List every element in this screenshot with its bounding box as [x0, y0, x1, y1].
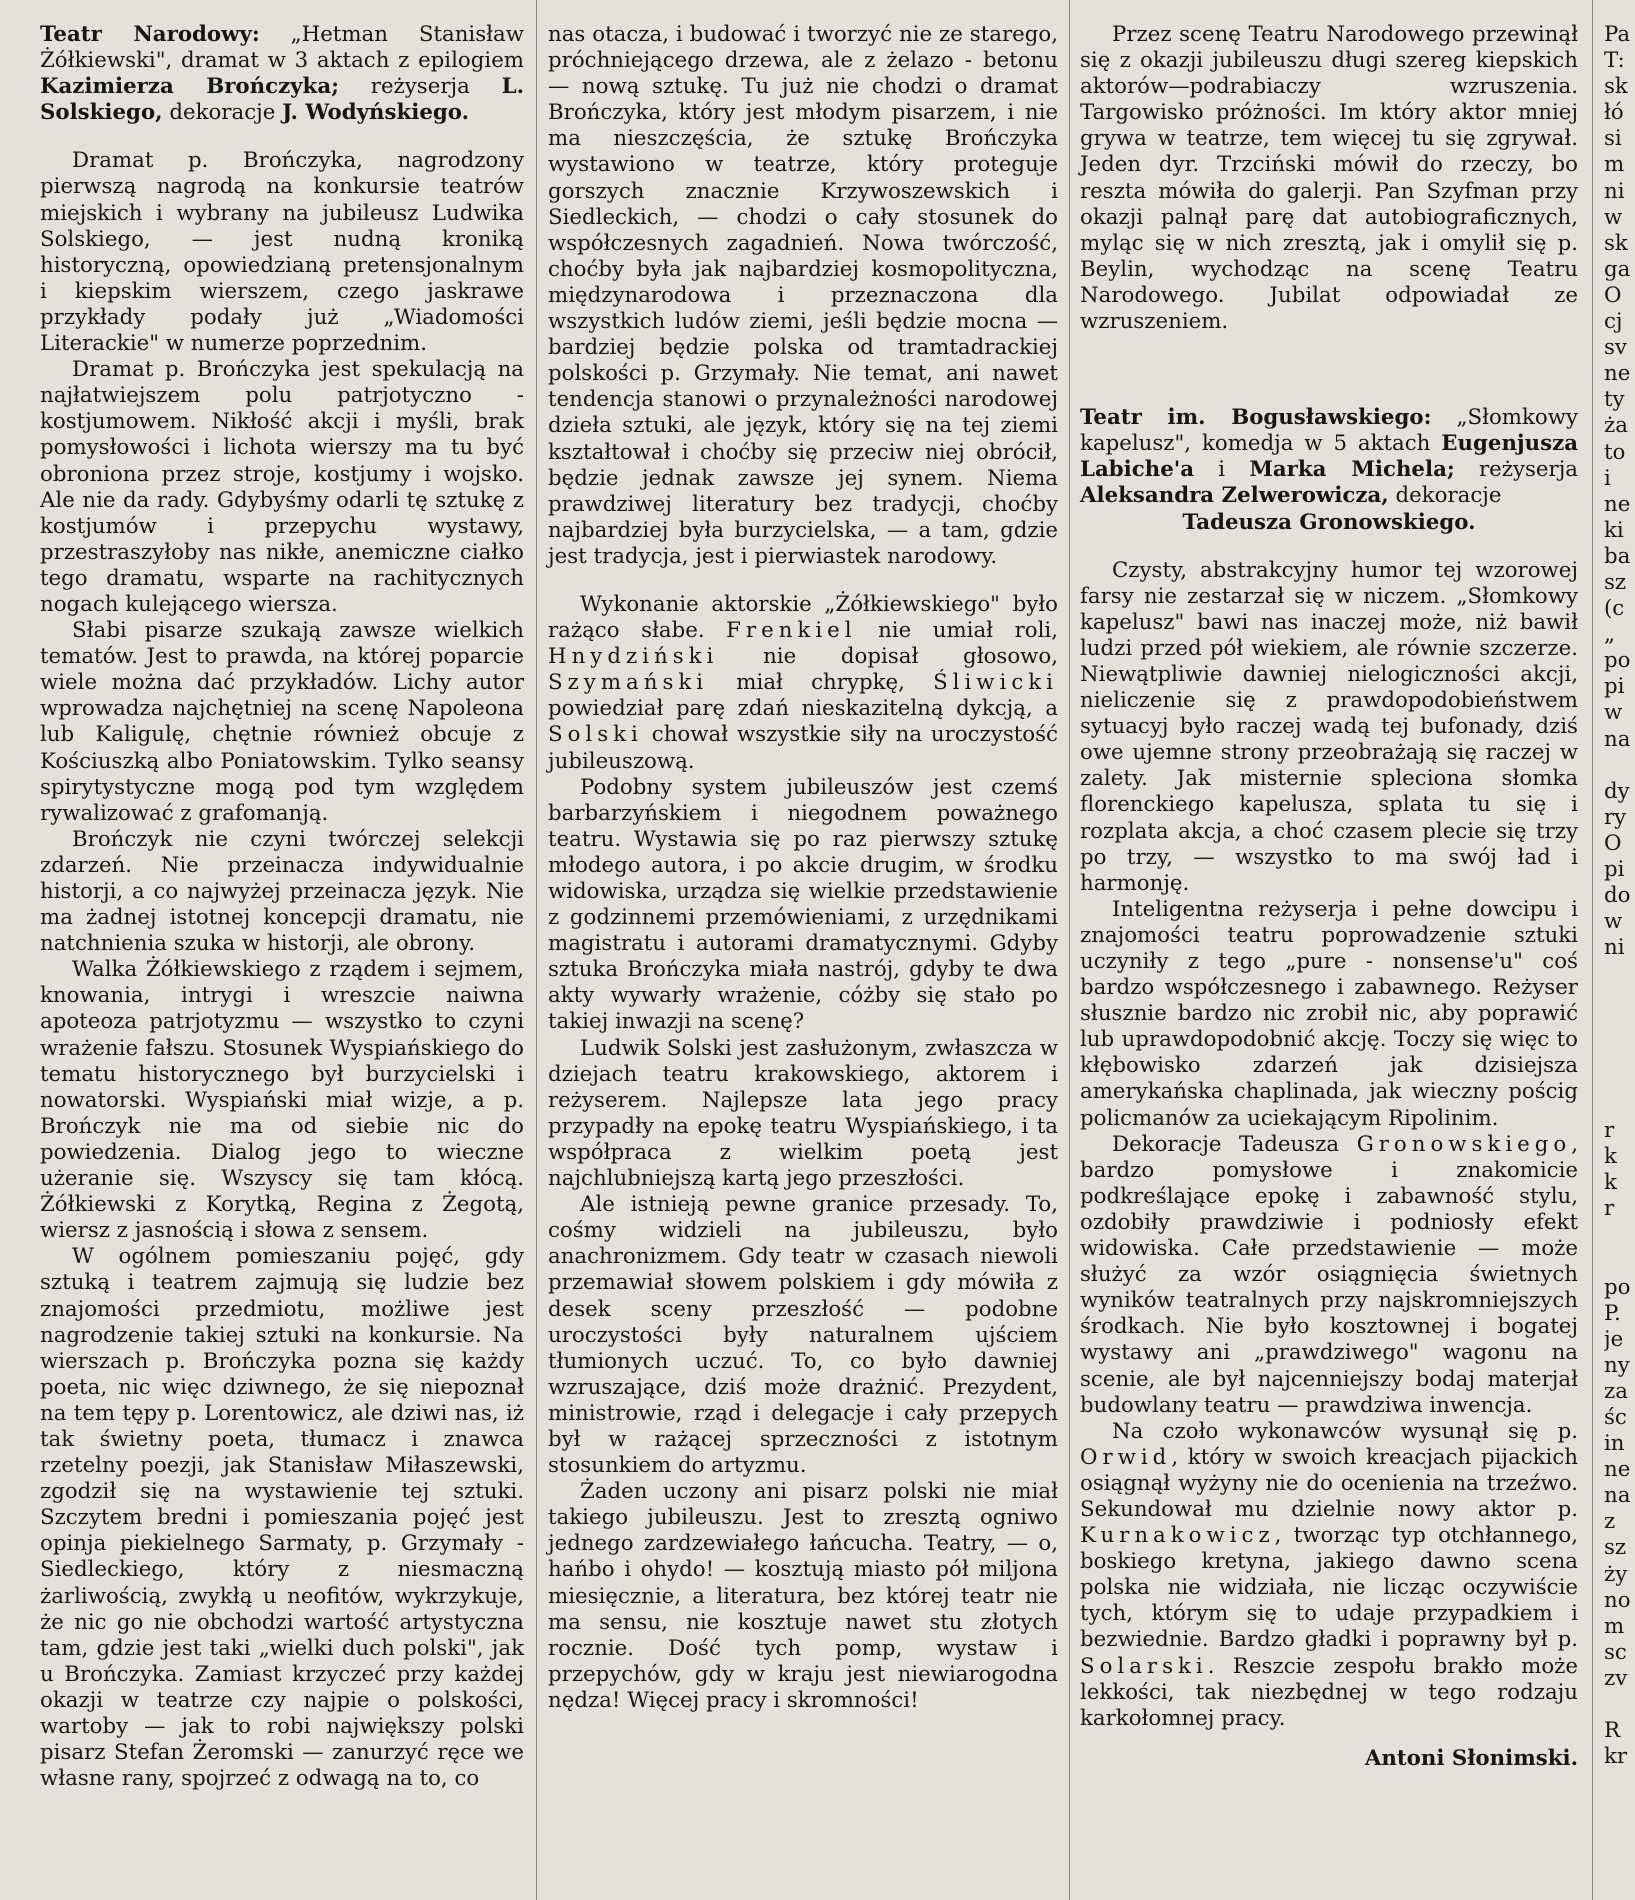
- designer-name: Gronowskiego: [1356, 1131, 1572, 1157]
- fragment-line: je: [1604, 1326, 1624, 1352]
- fragment-line: sc: [1604, 1639, 1627, 1665]
- fragment-line: m: [1604, 1613, 1625, 1639]
- actor-name: Frenkiel: [726, 618, 857, 644]
- paragraph: Słabi pisarze szukają zawsze wielkich tematów. Jest to prawda, na której poparcie wiele można dać przykładów. Lichy autor wprowadza najchętniej na scenę Napoleona lub Kaligulę, chętnie również obcuje z Kościuszką albo Poniatowskim. Tylko seansy spirytystyczne mogą pod tym względem rywalizować z grafomanją.: [40, 618, 524, 826]
- article-column-2: [548, 22, 1058, 1714]
- author-signature: Antoni Słonimski.: [1364, 1745, 1578, 1771]
- cropped-column-fragment: [1604, 22, 1635, 1770]
- fragment-line: ży: [1604, 1561, 1628, 1587]
- fragment-line: po: [1604, 648, 1631, 674]
- article-column-1: [40, 22, 524, 1792]
- fragment-line: sz: [1604, 569, 1627, 595]
- actor-name: Solski: [548, 722, 643, 748]
- fragment-line: zv: [1604, 1665, 1628, 1691]
- fragment-line: ry: [1604, 804, 1627, 830]
- fragment-line: (c: [1604, 596, 1625, 622]
- column-rule: [1069, 0, 1070, 1900]
- column-rule: [536, 0, 537, 1900]
- fragment-line: ty: [1604, 387, 1625, 413]
- paragraph: Inteligentna reżyserja i pełne dowcipu i znajomości teatru poprowadzenie sztuki uczyniły z tego „pure - nonsense'u" coś bardzo współczesnego i zabawnego. Reżyser słusznie bardzo nic zrobił nic, aby poprawić lub uprawdopodobnić akcję. Toczy się więc to kłębowisko zdarzeń jak dzisiejsza amerykańska chaplinada, jak wieczny pościg policmanów za uciekającym Ripolinim.: [1080, 896, 1578, 1131]
- fragment-line: k: [1604, 1170, 1617, 1196]
- fragment-line: z: [1604, 1509, 1616, 1535]
- fragment-line: O: [1604, 282, 1622, 308]
- actor-name: Śliwicki: [933, 670, 1058, 696]
- fragment-line: ki: [1604, 517, 1624, 543]
- article-column-3: [1080, 22, 1578, 1772]
- fragment-line: [1604, 1692, 1635, 1718]
- fragment-line: Pa: [1604, 22, 1631, 47]
- fragment-line: [1604, 1222, 1635, 1248]
- fragment-line: łó: [1604, 100, 1624, 126]
- fragment-line: [1604, 987, 1635, 1013]
- fragment-line: sk: [1604, 74, 1628, 100]
- fragment-line: [1604, 1066, 1635, 1092]
- column-rule: [1592, 0, 1593, 1900]
- fragment-line: na: [1604, 1483, 1631, 1509]
- fragment-line: w: [1604, 204, 1623, 230]
- fragment-line: ża: [1604, 413, 1628, 439]
- actor-name: Orwid: [1080, 1444, 1172, 1470]
- paragraph: Brończyk nie czyni twórczej selekcji zdarzeń. Nie przeinacza indywidualnie historji, a co najwyżej przeinacza język. Nie ma żadnej istotnej koncepcji dramatu, nie natchnienia szuka w historji, ale obrony.: [40, 826, 524, 957]
- fragment-line: ny: [1604, 1352, 1630, 1378]
- fragment-line: si: [1604, 126, 1622, 152]
- performance-paragraph: Wykonanie aktorskie „Żółkiewskiego" było rażąco słabe. Frenkiel nie umiał roli, Hnydziński nie dopisał głosowo, Szymański miał chrypkę, Śliwicki powiedział parę zdań nieskazitelną dykcją, a Solski chował wszystkie siły na uroczystość jubileuszową.: [548, 591, 1058, 774]
- paragraph: Dramat p. Brończyka jest spekulacją na najłatwiejszem polu patrjotyczno - kostjumowem. Nikłość akcji i myśli, brak pomysłowości i lichota wierszy ma tu być obroniona przez stroje, kostjumy i wojsko. Ale nie da rady. Gdybyśmy odarli tę sztukę z kostjumów i przepychu wystawy, przestraszyłoby nas nikłe, anemiczne ciałko tego dramatu, wsparte na rachitycznych nogach kulejącego wiersza.: [40, 357, 524, 617]
- fragment-line: ba: [1604, 543, 1631, 569]
- fragment-line: dy: [1604, 778, 1630, 804]
- fragment-line: do: [1604, 883, 1631, 909]
- actor-name: Solarski: [1080, 1653, 1208, 1679]
- paragraph: Ale istnieją pewne granice przesady. To, cośmy widzieli na jubileuszu, było anachronizmem. Gdy teatr w czasach niewoli przemawiał słowem polskiem i gdy mówiła z desek sceny przeszłość — podobne uroczystości były naturalnem ujściem tłumionych uczuć. To, co było dawniej wzruszające, dziś może drażnić. Prezydent, ministrowie, rząd i delegacje i cały przepych był w rażącej sprzeczności z istotnym stosunkiem do artyzmu.: [548, 1192, 1058, 1479]
- fragment-line: w: [1604, 700, 1623, 726]
- fragment-line: m: [1604, 152, 1625, 178]
- fragment-line: sv: [1604, 335, 1627, 361]
- fragment-line: ni: [1604, 935, 1625, 961]
- paragraph: Żaden uczony ani pisarz polski nie miał takiego jubileuszu. Jest to zresztą ogniwo jednego zardzewiałego łańcucha. Teatry, — o, hańbo i ohydo! — kosztują miasto pół miljona miesięcznie, a literatura, bez której teatr nie ma sensu, nie kosztuje nawet stu złotych rocznie. Dość tych pomp, wystaw i przepychów, gdy w kraju jest niewiarogodna nędza! Więcej pracy i skromności!: [548, 1479, 1058, 1713]
- fragment-line: no: [1604, 1587, 1631, 1613]
- review-heading-teatr-boguslawskiego: Teatr im. Bogusławskiego: „Słomkowy kapelusz", komedja w 5 aktach Eugenjusza Labiche'a i Marka Michela; reżyserja Aleksandra Zelwerowicza, dekoracje Tadeusza Gronowskiego.: [1080, 405, 1578, 535]
- fragment-line: pi: [1604, 674, 1625, 700]
- fragment-line: „: [1604, 622, 1616, 648]
- cast-paragraph: Na czoło wykonawców wysunął się p. Orwid, który w swoich kreacjach pijackich osiągnął wyżyny nie do ocenienia na trzeźwo. Sekundował mu dzielnie nowy aktor p. Kurnakowicz, tworząc typ otchłannego, boskiego kretyna, jakiego dawno scena polska nie widziała, nie licząc oczywiście tych, którym się to udaje przypadkiem i bezwiednie. Bardzo gładki i poprawny był p. Solarski. Reszcie zespołu brakło może lekkości, tak niezbędnej w tego rodzaju karkołomnej pracy.: [1080, 1418, 1578, 1731]
- actor-name: Hnydziński: [548, 644, 719, 670]
- fragment-line: cj: [1604, 309, 1623, 335]
- paragraph: W ogólnem pomieszaniu pojęć, gdy sztuką i teatrem zajmują się ludzie bez znajomości przedmiotu, możliwe jest nagrodzenie takiej sztuki na konkursie. Na wierszach p. Brończyka pozna się każdy poeta, nic więc dziwnego, że się niepoznał na tem tępy p. Lorentowicz, ale dziwi nas, iż tak świetny poeta, tłumacz i znawca rzetelny poezji, jak Stanisław Miłaszewski, zgodził się na wystawienie tej sztuki. Szczytem bredni i pomieszania pojęć jest opinja piekielnego Sarmaty, p. Grzymały - Siedleckiego, który z niesmaczną żarliwością, zwykłą u neofitów, wykrzykuje, że nic go nie obchodzi wartość artystyczna tam, gdzie jest taki „wielki duch polski", jak u Brończyka. Zamiast krzyczeć przy każdej okazji w teatrze czy najpie o polskości, wartoby — jak to robi największy polski pisarz Stefan Żeromski — zanurzyć ręce we własne rany, spojrzeć z odwagą na to, co: [40, 1244, 524, 1792]
- review-heading-teatr-narodowy: Teatr Narodowy: „Hetman Stanisław Żółkiewski", dramat w 3 aktach z epilogiem Kazimierza Brończyka; reżyserja L. Solskiego, dekoracje J. Wodyńskiego.: [40, 22, 524, 126]
- fragment-line: i: [1604, 465, 1611, 491]
- fragment-line: P.: [1604, 1300, 1621, 1326]
- fragment-line: sz: [1604, 1535, 1627, 1561]
- actor-name: Szymański: [548, 670, 709, 696]
- fragment-line: [1604, 961, 1635, 987]
- paragraph: Przez scenę Teatru Narodowego przewinął się z okazji jubileuszu długi szereg kiepskich aktorów—podrabiaczy wzruszenia. Targowisko próżności. Im który aktor mniej grywa w teatrze, tem więcej tu się zgrywał. Jeden dyr. Trzciński mówił do rzeczy, bo reszta mówiła do galerji. Pan Szyfman przy okazji palnął parę dat autobiograficznych, myląc się w nich zresztą, jak i omylił się p. Beylin, wychodząc na scenę Teatru Narodowego. Jubilat odpowiadał ze wzruszeniem.: [1080, 22, 1578, 335]
- fragment-line: ni: [1604, 178, 1625, 204]
- actor-name: Kurnakowicz: [1080, 1523, 1275, 1549]
- fragment-line: sk: [1604, 230, 1628, 256]
- fragment-line: R: [1604, 1718, 1621, 1744]
- fragment-line: [1604, 1248, 1635, 1274]
- fragment-line: [1604, 1040, 1635, 1066]
- paragraph: Dramat p. Brończyka, nagrodzony pierwszą nagrodą na konkursie teatrów miejskich i wybrany na jubileusz Ludwika Solskiego, — jest nudną kroniką historyczną, opowiedzianą pretensjonalnym i kiepskim wierszem, czego jaskrawe przykłady podały już „Wiadomości Literackie" w numerze poprzednim.: [40, 148, 524, 357]
- fragment-line: w: [1604, 909, 1623, 935]
- fragment-line: pi: [1604, 857, 1625, 882]
- fragment-line: ne: [1604, 1457, 1631, 1483]
- fragment-line: O: [1604, 830, 1622, 856]
- fragment-line: śc: [1604, 1404, 1627, 1430]
- fragment-line: [1604, 1092, 1635, 1118]
- fragment-line: r: [1604, 1196, 1615, 1222]
- fragment-line: za: [1604, 1378, 1628, 1404]
- paragraph: Czysty, abstrakcyjny humor tej wzorowej farsy nie zestarzał się w niczem. „Słomkowy kapelusz" bawi nas inaczej może, niż bawił ludzi przed pół wiekiem, ale równie szczerze. Niewątpliwie dawniej nielogiczności akcji, nieliczenie się z prawdopodobieństwem sytuacyj było raczej wadą tej bufonady, dziś owe ujemne strony przeobrażają się raczej w zalety. Jak misternie spleciona słomka florenckiego kapelusza, splata tu się i rozplata akcja, a choć czasem plecie się trzy po trzy, — wszystko to ma swój ład i harmonję.: [1080, 557, 1578, 896]
- fragment-line: to: [1604, 439, 1626, 465]
- fragment-line: [1604, 753, 1635, 779]
- paragraph: Walka Żółkiewskiego z rządem i sejmem, knowania, intrygi i wreszcie naiwna apoteoza patrjotyzmu — wszystko to czyni wrażenie fałszu. Stosunek Wyspiańskiego do tematu historycznego był burzycielski i nowatorski. Wyspiański miał wizje, a p. Brończyk nie ma od siebie nic do powiedzenia. Dialog jego to wieczne użeranie się. Wszyscy się tam kłócą. Żółkiewski z Korytką, Regina z Żegotą, wiersz z jasnością i słowa z sensem.: [40, 957, 524, 1244]
- fragment-line: na: [1604, 726, 1631, 752]
- fragment-line: kr: [1604, 1744, 1628, 1770]
- fragment-line: [1604, 1014, 1635, 1040]
- paragraph: Podobny system jubileuszów jest czemś barbarzyńskiem i niegodnem poważnego teatru. Wystawia się po raz pierwszy sztukę młodego autora, i po akcie drugim, w środku widowiska, urządza się wielkie przedstawienie z godzinnemi przemówieniami, z urzędnikami magistratu i autorami dramatycznymi. Gdyby sztuka Brończyka miała nastrój, gdyby te dwa akty wywarły wrażenie, cóżby się stało po takiej inwazji na scenę?: [548, 774, 1058, 1035]
- fragment-line: k: [1604, 1144, 1617, 1170]
- fragment-line: po: [1604, 1274, 1631, 1300]
- fragment-line: in: [1604, 1431, 1625, 1457]
- fragment-line: ne: [1604, 361, 1631, 387]
- paragraph: nas otacza, i budować i tworzyć nie ze starego, próchniejącego drzewa, ale z żelazo - betonu — nową sztukę. Tu już nie chodzi o dramat Brończyka, który jest młodym pisarzem, i nie ma nieszczęścia, że sztukę Brończyka wystawiono w teatrze, który proteguje gorszych znacznie Krzywoszewskich i Siedleckich, — chodzi o cały stosunek do współczesnych zagadnień. Nowa twórczość, choćby była jak najbardziej kosmopolityczna, międzynarodowa i przeznaczona dla wszystkich ludów ziemi, jeśli będzie mocna — bardziej będzie polska od tramtadrackiej polskości p. Grzymały. Nie temat, ani nawet tendencja stanowi o przynależności narodowej dzieła sztuki, ale język, który się na tej ziemi kształtował i choćby się przeciw niej obrócił, będzie jednak zawsze jej synem. Niema prawdziwej literatury bez tradycji, choćby najbardziej była burzycielska, — a tam, gdzie jest tradycja, jest i pierwiastek narodowy.: [548, 22, 1058, 569]
- paragraph: Ludwik Solski jest zasłużonym, zwłaszcza w dziejach teatru krakowskiego, aktorem i reżyserem. Najlepsze lata jego pracy przypadły na epokę teatru Wyspiańskiego, i ta współpraca z wielkim poetą jest najchlubniejszą kartą jego przeszłości.: [548, 1035, 1058, 1192]
- decoration-paragraph: Dekoracje Tadeusza Gronowskiego, bardzo pomysłowe i znakomicie podkreślające epokę i zabawność stylu, ozdobiły prawdziwie i podniosły efekt widowiska. Całe przedstawienie — może służyć za wzór osiągnięcia świetnych wyników teatralnych przy najskromniejszych środkach. Nie było kosztownej i bogatej wystawy ani „prawdziwego" wagonu na scenie, ale był najcenniejszy bodaj materjał budowlany teatru — prawdziwa inwencja.: [1080, 1131, 1578, 1418]
- fragment-line: r: [1604, 1117, 1615, 1143]
- fragment-line: ga: [1604, 256, 1631, 282]
- fragment-line: T:: [1604, 48, 1625, 74]
- fragment-line: ne: [1604, 491, 1631, 517]
